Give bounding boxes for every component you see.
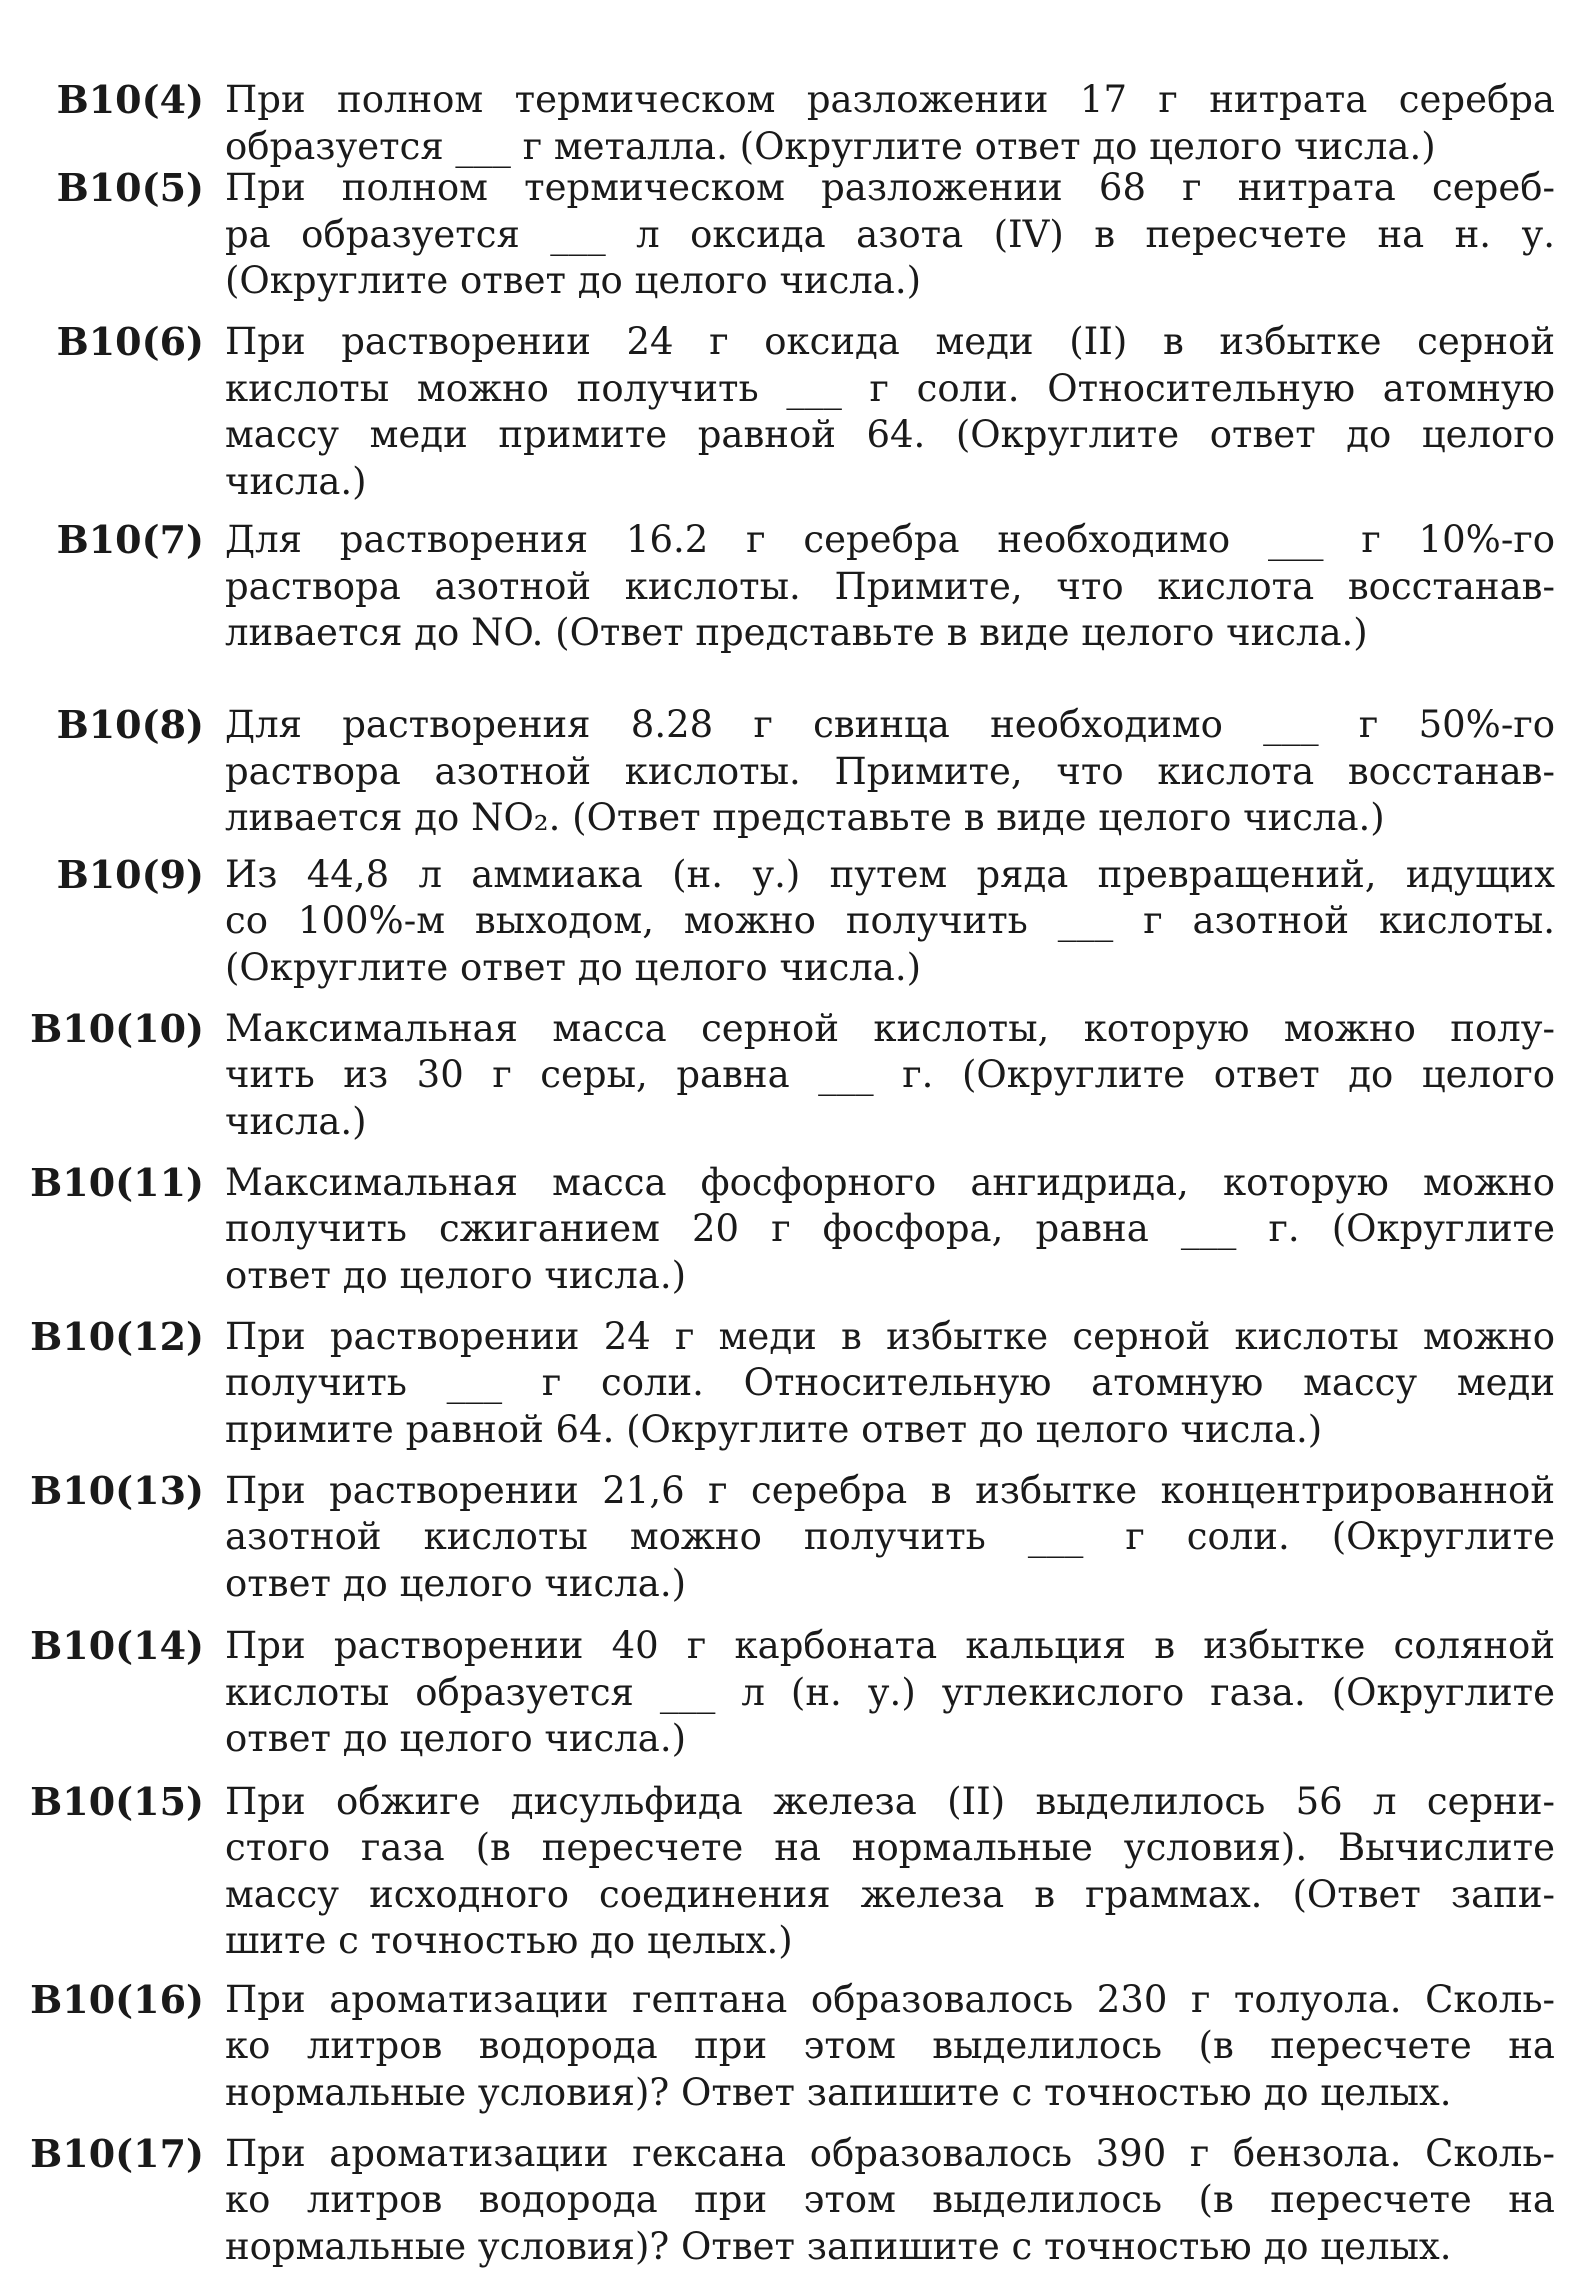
problem-text-line: ответ до целого числа.) <box>225 1717 687 1761</box>
problem-text-line: кислоты можно получить ___ г соли. Относительную атомную <box>225 366 1555 410</box>
problem-text-line: Для растворения 16.2 г серебра необходимо ___ г 10%-го <box>225 518 1555 562</box>
problem-text-line: При растворении 24 г оксида меди (II) в избытке серной <box>225 320 1555 364</box>
problem-text-line: При ароматизации гептана образовалось 230 г толуола. Сколь- <box>225 1977 1555 2021</box>
problem-text-line: При обжиге дисульфида железа (II) выделилось 56 л серни- <box>225 1779 1555 1823</box>
problem-text-line: массу меди примите равной 64. (Округлите ответ до целого <box>225 413 1555 457</box>
problem-text-line: чить из 30 г серы, равна ___ г. (Округлите ответ до целого <box>225 1053 1555 1097</box>
problem-text-line: числа.) <box>225 459 367 503</box>
problem-number: B10(5) <box>56 165 204 211</box>
problem-text-line: образуется ___ г металла. (Округлите ответ до целого числа.) <box>225 124 1436 168</box>
problem-text-line: ответ до целого числа.) <box>225 1253 687 1297</box>
problem-number: B10(15) <box>30 1778 204 1824</box>
problem-text-line: стого газа (в пересчете на нормальные условия). Вычислите <box>225 1826 1555 1870</box>
problem-text-line: ко литров водорода при этом выделилось (в пересчете на <box>225 2024 1555 2068</box>
problem-text-line: кислоты образуется ___ л (н. у.) углекислого газа. (Округлите <box>225 1670 1555 1714</box>
problem-number: B10(12) <box>30 1313 204 1359</box>
problem-text-line: При полном термическом разложении 17 г нитрата серебра <box>225 78 1555 122</box>
problem-text-line: ливается до NO. (Ответ представьте в виде целого числа.) <box>225 611 1368 655</box>
problem-text-line: массу исходного соединения железа в граммах. (Ответ запи- <box>225 1872 1555 1916</box>
problem-text-line: раствора азотной кислоты. Примите, что кислота восстанав- <box>225 749 1555 793</box>
problem-text-line: числа.) <box>225 1099 367 1143</box>
problem-number: B10(11) <box>30 1159 204 1205</box>
problem-text-line: Максимальная масса фосфорного ангидрида, которую можно <box>225 1160 1555 1204</box>
problem-text-line: При растворении 40 г карбоната кальция в избытке соляной <box>225 1624 1555 1668</box>
problem-text-line: Для растворения 8.28 г свинца необходимо ___ г 50%-го <box>225 703 1555 747</box>
problem-text-line: При полном термическом разложении 68 г нитрата сереб- <box>225 166 1555 210</box>
problem-text-line: (Округлите ответ до целого числа.) <box>225 259 922 303</box>
problem-text-line: шите с точностью до целых.) <box>225 1919 793 1963</box>
problem-text-line: нормальные условия)? Ответ запишите с точностью до целых. <box>225 2070 1452 2114</box>
problem-text-line: со 100%-м выходом, можно получить ___ г азотной кислоты. <box>225 899 1555 943</box>
problem-number: B10(17) <box>30 2130 204 2176</box>
problem-number: B10(16) <box>30 1976 204 2022</box>
problem-text-line: примите равной 64. (Округлите ответ до целого числа.) <box>225 1407 1323 1451</box>
problem-text-line: ко литров водорода при этом выделилось (в пересчете на <box>225 2178 1555 2222</box>
problem-text-line: При растворении 21,6 г серебра в избытке концентрированной <box>225 1468 1555 1512</box>
problem-number: B10(7) <box>56 517 204 563</box>
problem-text-line: Максимальная масса серной кислоты, которую можно полу- <box>225 1006 1555 1050</box>
problem-text-line: Из 44,8 л аммиака (н. у.) путем ряда превращений, идущих <box>225 852 1555 896</box>
problem-text-line: получить ___ г соли. Относительную атомную массу меди <box>225 1361 1555 1405</box>
problem-text-line: нормальные условия)? Ответ запишите с точностью до целых. <box>225 2224 1452 2268</box>
problem-text-line: получить сжиганием 20 г фосфора, равна ___ г. (Округлите <box>225 1207 1555 1251</box>
problem-number: B10(8) <box>56 702 204 748</box>
problem-number: B10(4) <box>56 77 204 123</box>
problem-text-line: ра образуется ___ л оксида азота (IV) в пересчете на н. у. <box>225 212 1555 256</box>
problem-number: B10(9) <box>56 851 204 897</box>
problem-text-line: раствора азотной кислоты. Примите, что кислота восстанав- <box>225 564 1555 608</box>
problem-text-line: (Округлите ответ до целого числа.) <box>225 945 922 989</box>
problem-text-line: ливается до NO₂. (Ответ представьте в виде целого числа.) <box>225 796 1385 840</box>
problem-number: B10(6) <box>56 319 204 365</box>
problem-number: B10(14) <box>30 1623 204 1669</box>
problem-number: B10(10) <box>30 1005 204 1051</box>
problem-number: B10(13) <box>30 1467 204 1513</box>
problem-text-line: ответ до целого числа.) <box>225 1561 687 1605</box>
problem-text-line: При растворении 24 г меди в избытке серной кислоты можно <box>225 1314 1555 1358</box>
problem-text-line: При ароматизации гексана образовалось 390 г бензола. Сколь- <box>225 2131 1555 2175</box>
problem-text-line: азотной кислоты можно получить ___ г соли. (Округлите <box>225 1515 1555 1559</box>
